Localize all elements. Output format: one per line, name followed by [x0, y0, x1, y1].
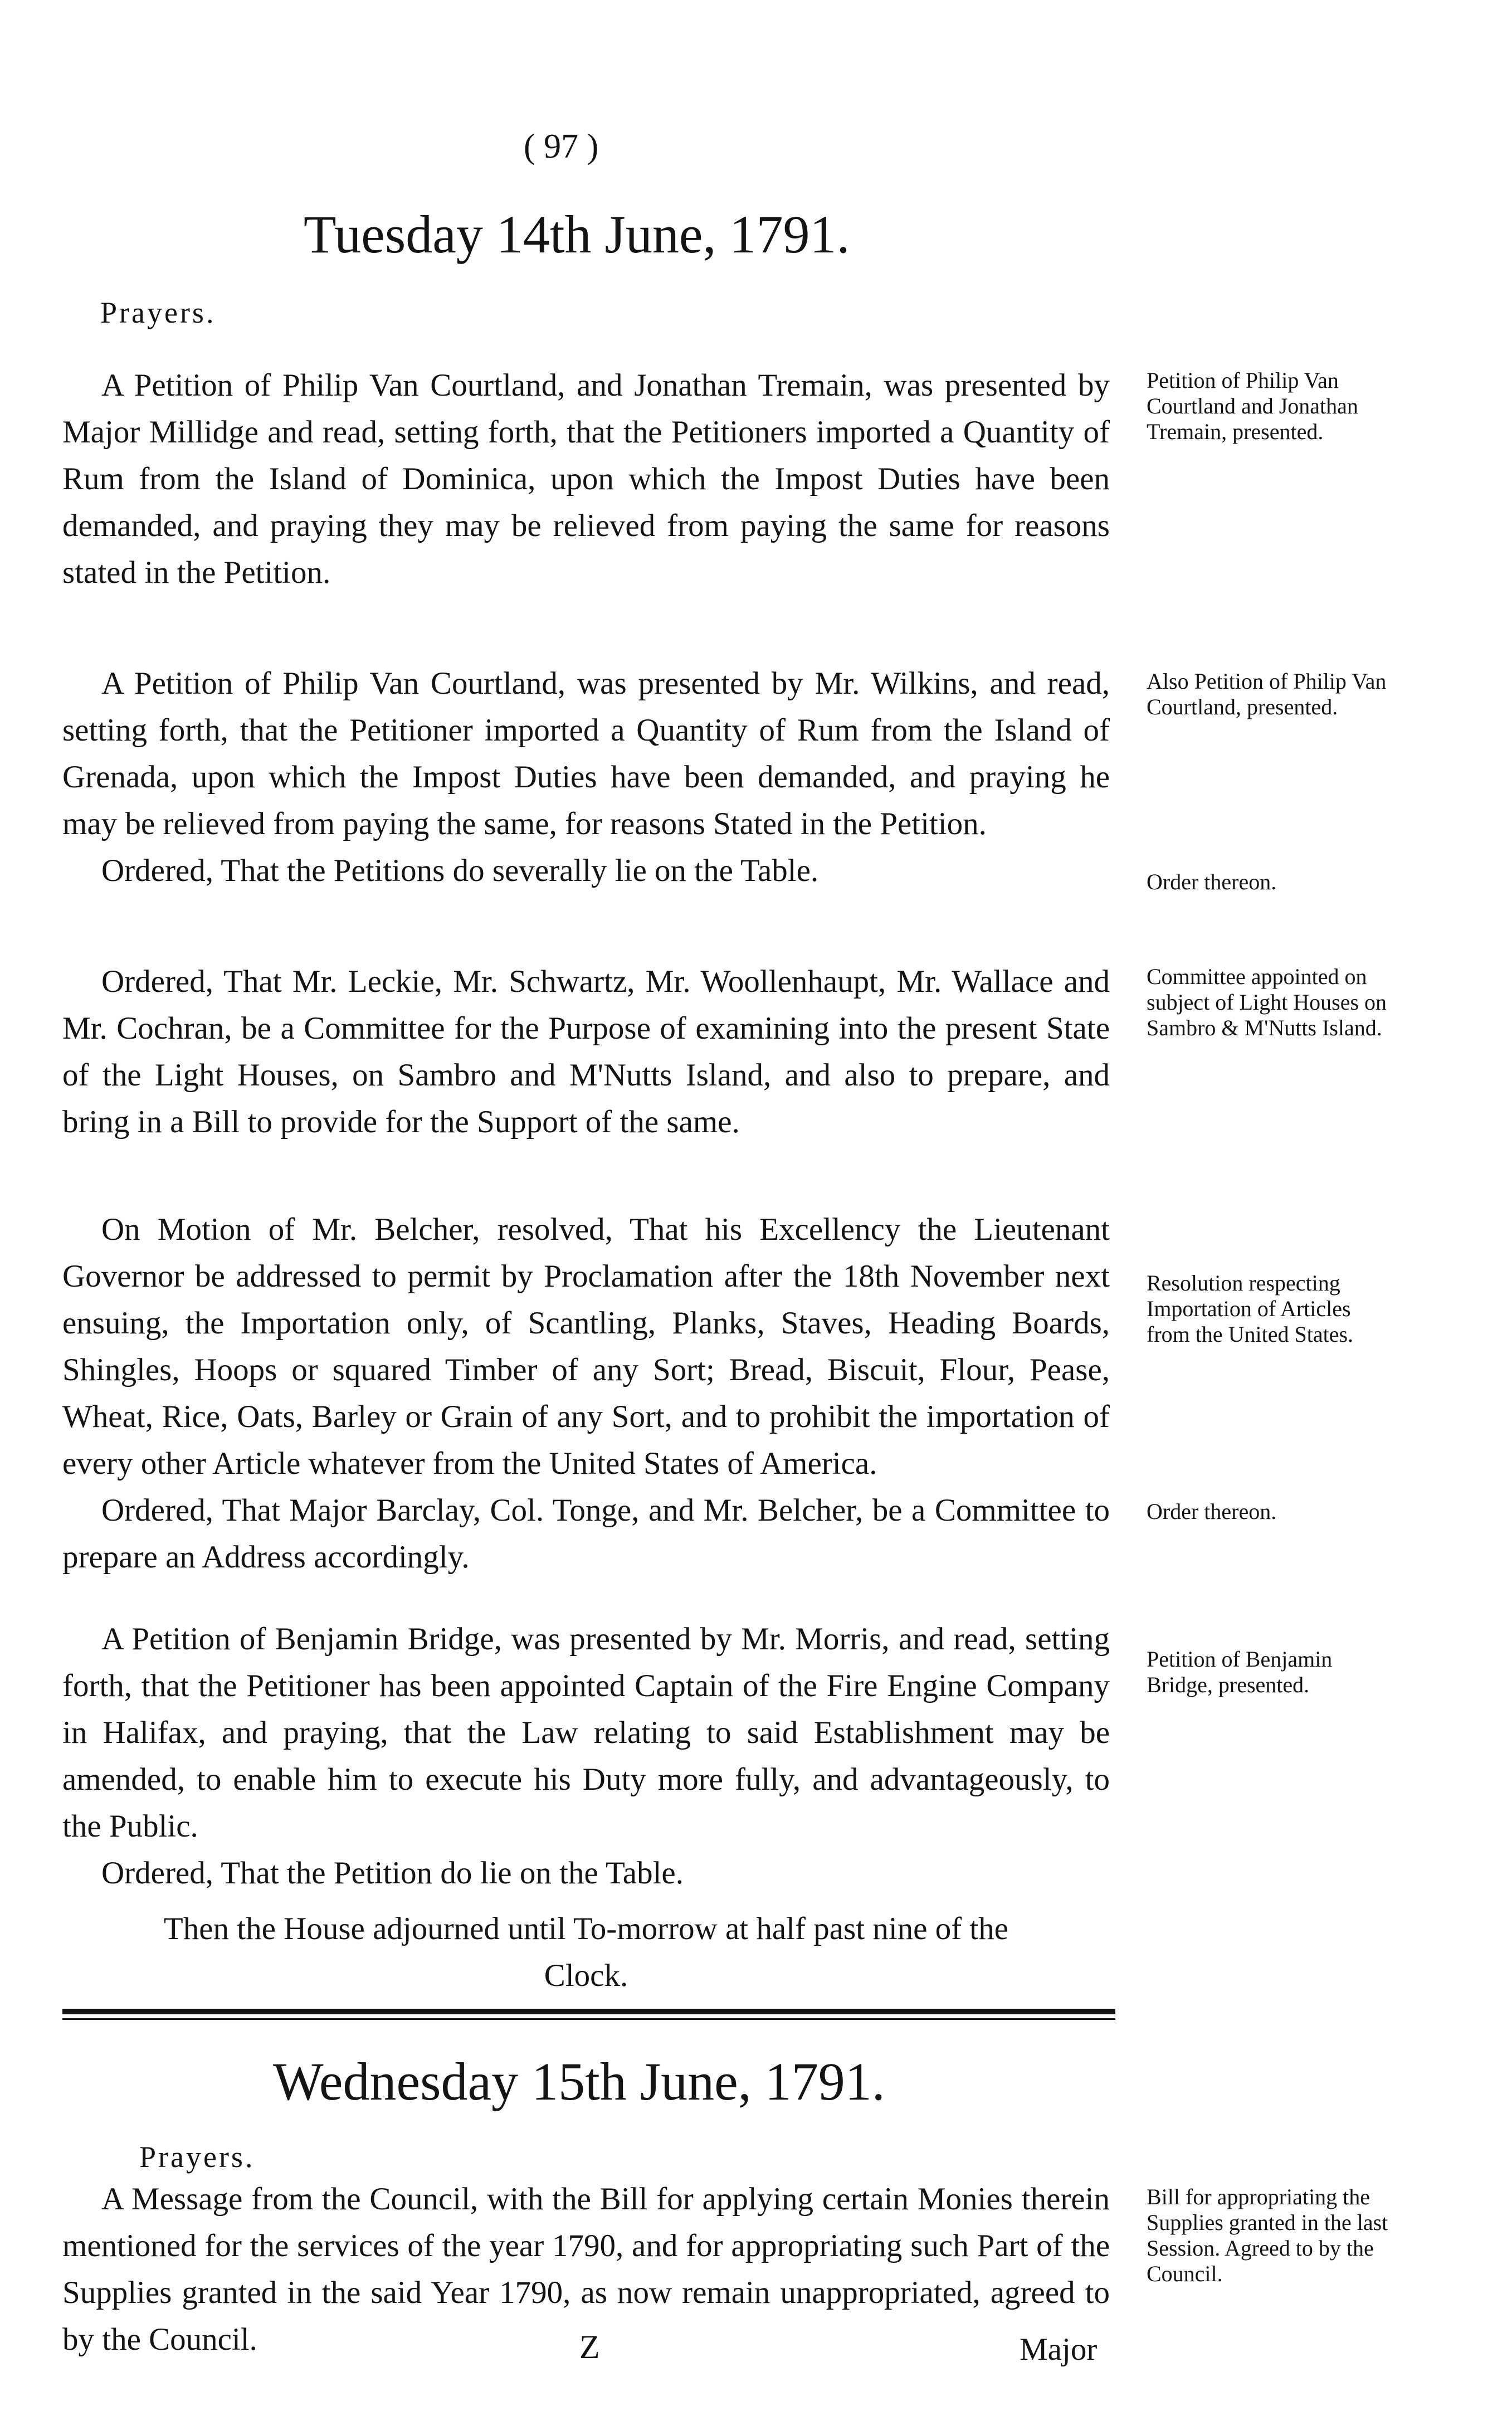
- signature-mark: Z: [579, 2329, 600, 2365]
- section-rule-thick: [62, 2009, 1115, 2014]
- margin-note: Committee appointed on subject of Light Houses on Sambro & M'Nutts Island.: [1147, 964, 1387, 1040]
- paragraph: A Petition of Benjamin Bridge, was presented by Mr. Morris, and read, setting forth, that the Petitioner has been appointed Captain of the Fire Engine Company in Halifax, and praying, that the Law relating to said Establishment may be amended, to enable him to execute his Duty more fully, and advantageously, to the Public.: [62, 1621, 1110, 1844]
- day1-para4: [62, 958, 1110, 1146]
- day1-heading: Tuesday 14th June, 1791.: [304, 204, 850, 264]
- day1-para2-block: [62, 660, 1110, 894]
- margin-note: Petition of Benjamin Bridge, presented.: [1147, 1647, 1333, 1697]
- paragraph: Ordered, That Mr. Leckie, Mr. Schwartz, Mr. Woollenhaupt, Mr. Wallace and Mr. Cochran, be a Committee for the Purpose of examining into the present State of the Light Houses, on Sambro and M'Nutts Island, and also to prepare, and bring in a Bill to provide for the Support of the same.: [62, 964, 1110, 1139]
- margin-note: Bill for appropriating the Supplies granted in the last Session. Agreed to by the Council.: [1147, 2184, 1388, 2286]
- day1-prayers: Prayers.: [100, 296, 216, 329]
- margin-note: Also Petition of Philip Van Courtland, presented.: [1147, 669, 1387, 719]
- day2-heading: Wednesday 15th June, 1791.: [273, 2052, 885, 2111]
- margin-note: Order thereon.: [1147, 869, 1277, 894]
- paragraph: A Message from the Council, with the Bill for applying certain Monies therein mentioned for the services of the year 1790, and for appropriating such Part of the Supplies granted in the said Year 1790, as now remain unappropriated, agreed to by the Council.: [62, 2181, 1110, 2357]
- paragraph: On Motion of Mr. Belcher, resolved, That his Excellency the Lieutenant Governor be addressed to permit by Proclamation after the 18th November next ensuing, the Importation only, of Scantling, Planks, Staves, Heading Boards, Shingles, Hoops or squared Timber of any Sort; Bread, Biscuit, Flour, Pease, Wheat, Rice, Oats, Barley or Grain of any Sort, and to prohibit the importation of every other Article whatever from the United States of America.: [62, 1212, 1110, 1481]
- catchword: Major: [1020, 2332, 1098, 2367]
- margin-note: Petition of Philip Van Courtland and Jonathan Tremain, presented.: [1147, 368, 1358, 444]
- margin-note: Order thereon.: [1147, 1499, 1277, 1524]
- day1-para1: [62, 362, 1110, 596]
- page-number: ( 97 ): [524, 128, 599, 165]
- margin-note: Resolution respecting Importation of Articles from the United States.: [1147, 1270, 1354, 1347]
- day1-para7-block: [62, 1616, 1110, 1897]
- day1-adjournment: Then the House adjourned until To-morrow at half past nine of the: [163, 1911, 1009, 1946]
- day1-adjournment-end: Clock.: [544, 1958, 628, 1993]
- paragraph: A Petition of Philip Van Courtland, was presented by Mr. Wilkins, and read, setting forth, that the Petitioner imported a Quantity of Rum from the Island of Grenada, upon which the Impost Duties have been demanded, and praying he may be relieved from paying the same, for reasons Stated in the Petition.: [62, 666, 1110, 841]
- paragraph: Ordered, That the Petition do lie on the Table.: [101, 1856, 684, 1891]
- section-rule-thin: [62, 2018, 1115, 2020]
- paragraph: A Petition of Philip Van Courtland, and Jonathan Tremain, was presented by Major Millidge and read, setting forth, that the Petitioners imported a Quantity of Rum from the Island of Dominica, upon which the Impost Duties have been demanded, and praying they may be relieved from paying the same for reasons stated in the Petition.: [62, 368, 1110, 590]
- day2-prayers: Prayers.: [139, 2140, 255, 2174]
- paragraph: Ordered, That Major Barclay, Col. Tonge, and Mr. Belcher, be a Committee to prepare an Address accordingly.: [62, 1493, 1110, 1575]
- paragraph: Ordered, That the Petitions do severally lie on the Table.: [101, 853, 819, 888]
- day1-para5-block: [62, 1206, 1110, 1581]
